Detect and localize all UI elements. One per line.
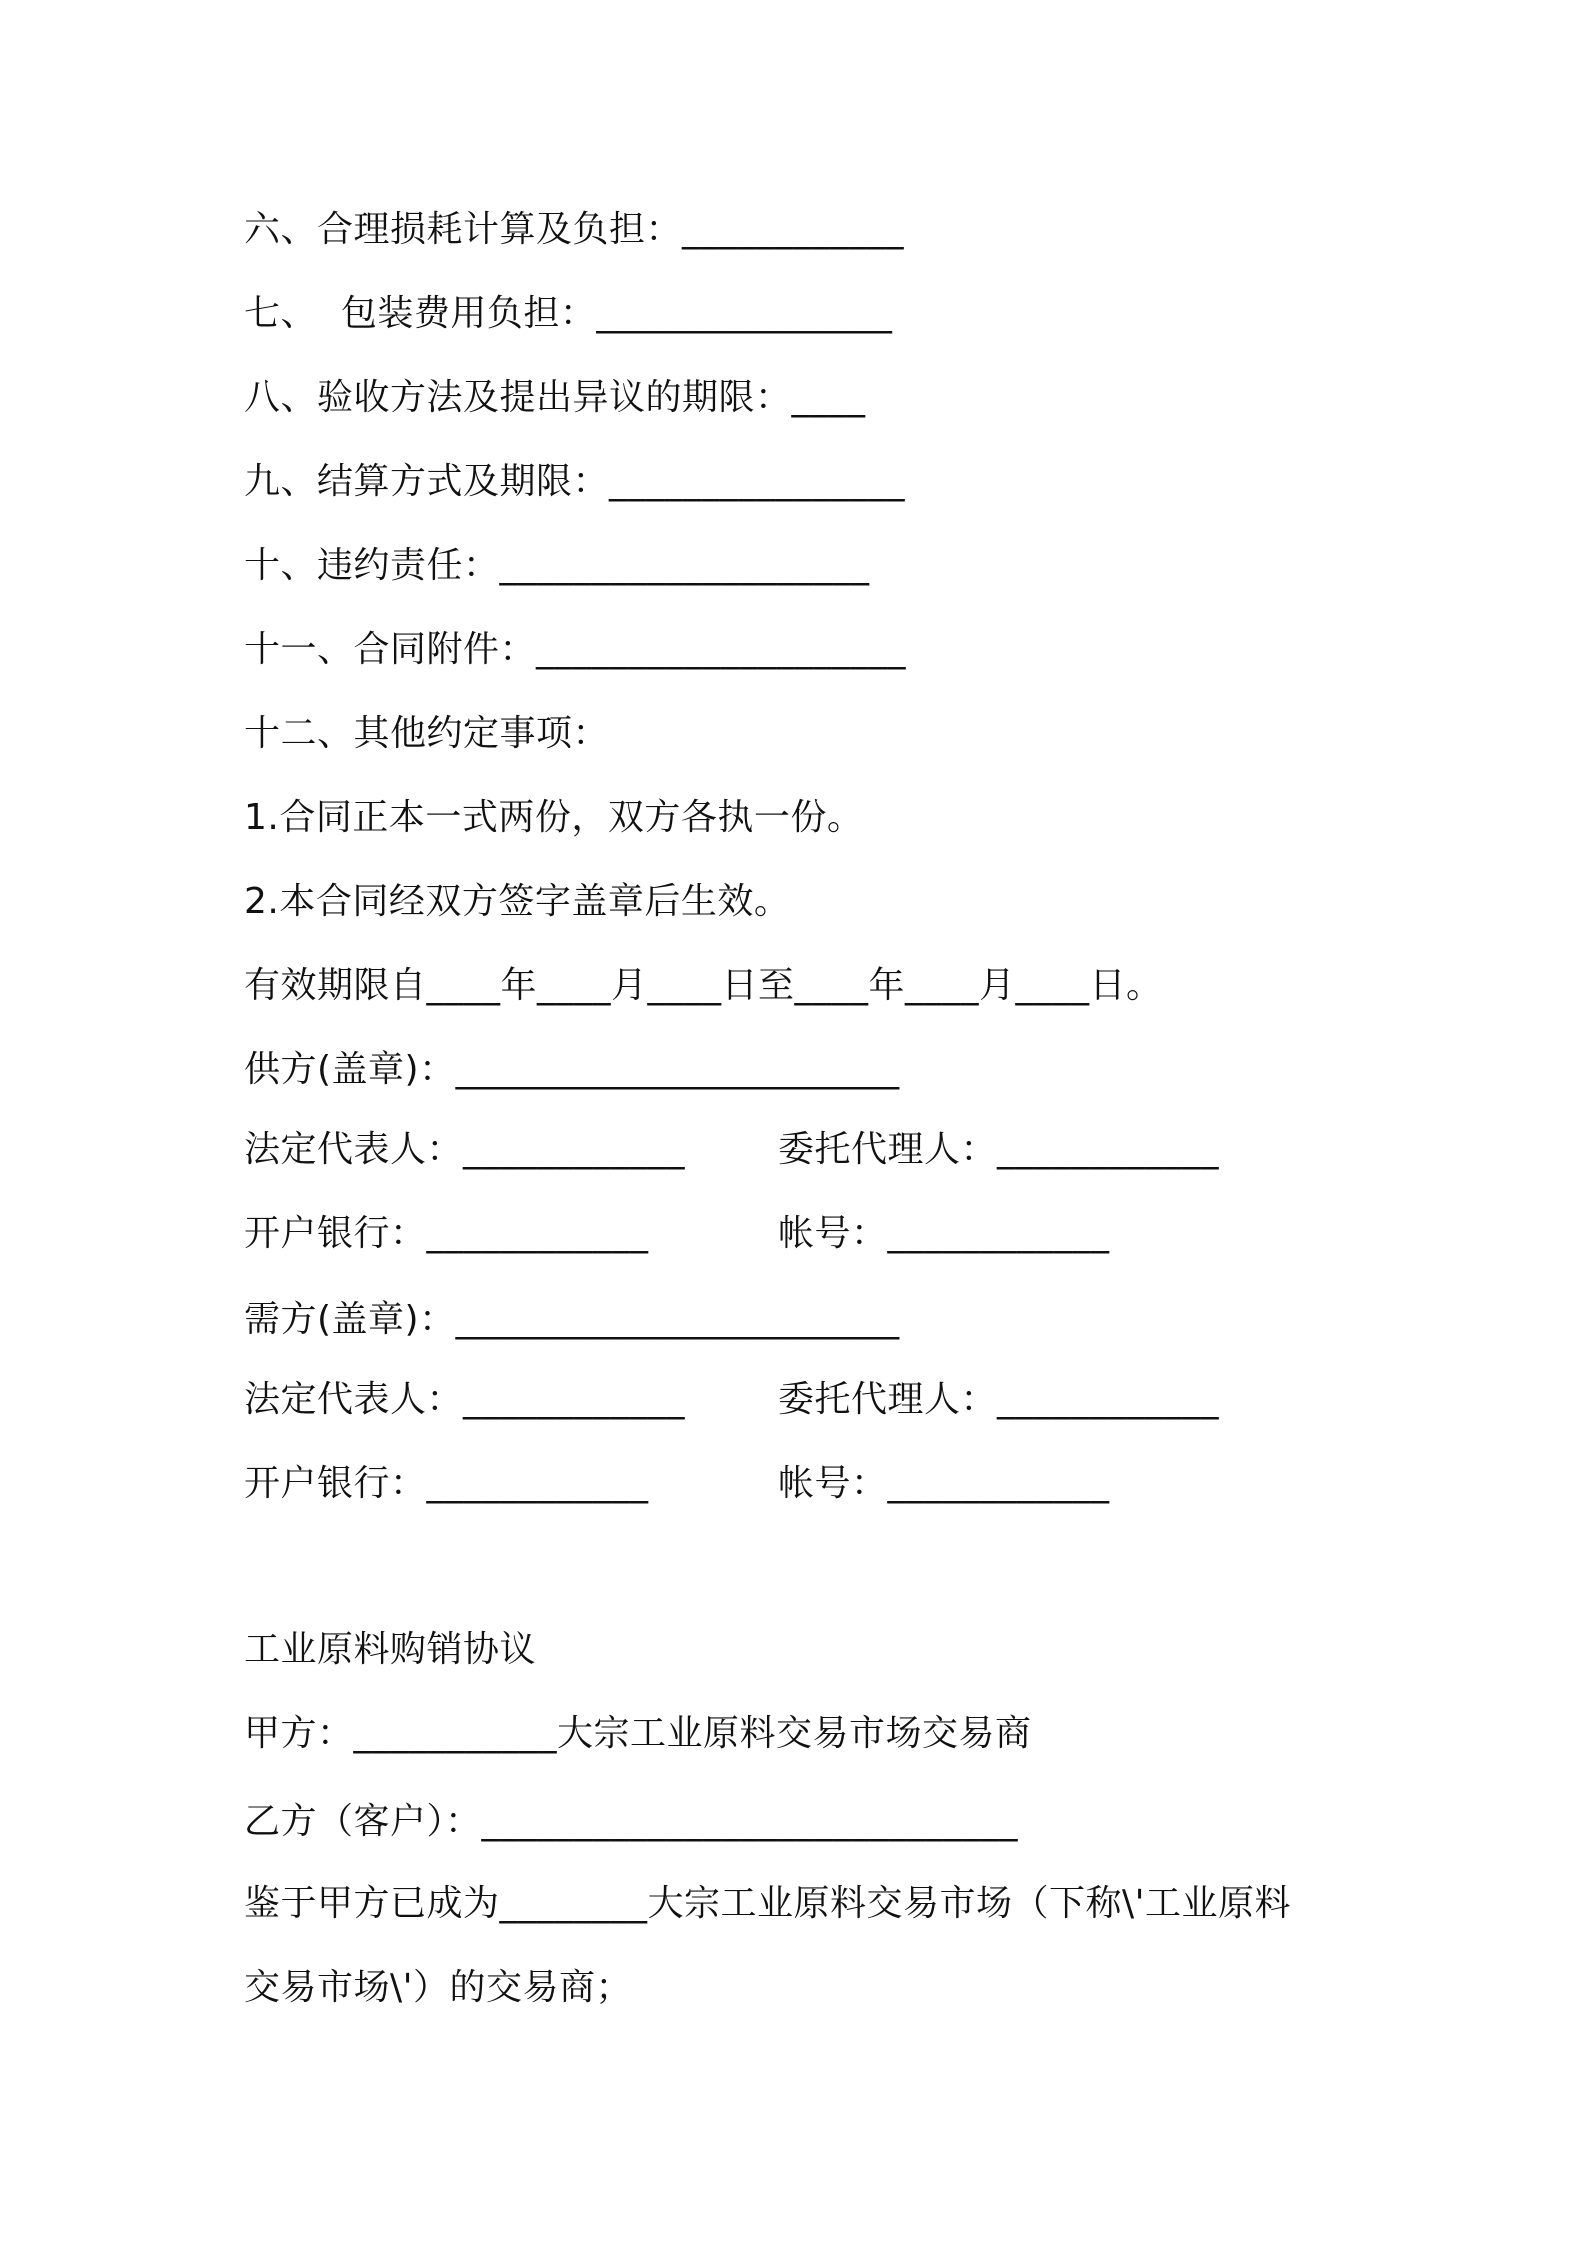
- agreement-title: 工业原料购销协议: [244, 1629, 537, 1670]
- supplier-agent: 委托代理人：____________: [778, 1129, 1220, 1170]
- supplier-legal-rep: 法定代表人：____________: [244, 1129, 686, 1170]
- clause-8: 八、验收方法及提出异议的期限：____: [244, 377, 866, 418]
- term-effective: 2.本合同经双方签字盖章后生效。: [244, 881, 791, 922]
- buyer-agent: 委托代理人：____________: [778, 1379, 1220, 1420]
- party-a: 甲方：___________大宗工业原料交易市场交易商: [244, 1713, 1032, 1754]
- clause-12: 十二、其他约定事项：: [244, 713, 610, 754]
- clause-10: 十、违约责任：____________________: [244, 545, 870, 586]
- recital-line-2: 交易市场\'）的交易商；: [244, 1967, 633, 2008]
- term-validity: 有效期限自____年____月____日至____年____月____日。: [244, 965, 1163, 1006]
- buyer-bank: 开户银行：____________: [244, 1463, 649, 1504]
- supplier-account: 帐号：____________: [778, 1213, 1110, 1254]
- buyer-legal-rep: 法定代表人：____________: [244, 1379, 686, 1420]
- buyer-account: 帐号：____________: [778, 1463, 1110, 1504]
- recital-line-1: 鉴于甲方已成为________大宗工业原料交易市场（下称\'工业原料: [244, 1883, 1292, 1924]
- buyer-seal: 需方(盖章)：________________________: [244, 1299, 900, 1340]
- term-copies: 1.合同正本一式两份，双方各执一份。: [244, 797, 864, 838]
- supplier-bank: 开户银行：____________: [244, 1213, 649, 1254]
- supplier-seal: 供方(盖章)：________________________: [244, 1049, 900, 1090]
- clause-6: 六、合理损耗计算及负担：____________: [244, 209, 905, 250]
- party-b: 乙方（客户）：_____________________________: [244, 1801, 1019, 1842]
- clause-9: 九、结算方式及期限：________________: [244, 461, 906, 502]
- clause-7: 七、 包装费用负担：________________: [244, 293, 893, 334]
- clause-11: 十一、合同附件：____________________: [244, 629, 907, 670]
